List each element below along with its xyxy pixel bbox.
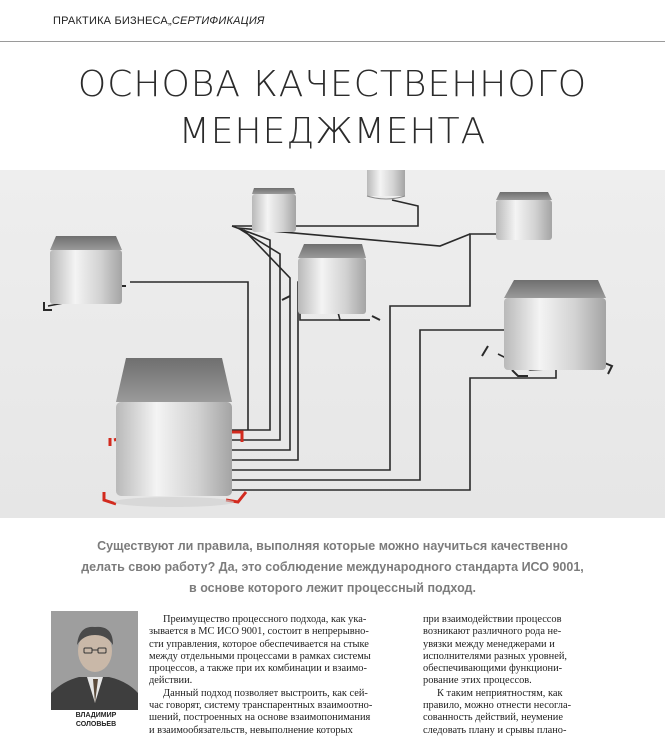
author-name: [51, 711, 141, 729]
body-line: шений, построенных на основе взаимопонимания: [149, 712, 371, 724]
subsection-name: СЕРТИФИКАЦИЯ: [171, 15, 265, 27]
title-line-2: МЕНЕДЖМЕНТА: [178, 111, 487, 152]
metal-cube-center: [298, 244, 366, 314]
body-line: зывается в МС ИСО 9001, состоит в непрерывно-: [149, 626, 369, 638]
body-line: К таким неприятностям, как: [437, 687, 563, 699]
hero-illustration: [0, 170, 665, 518]
body-line: следовать плану и срывы плано-: [423, 724, 567, 736]
body-line: между отдельными процессами в рамках системы: [149, 650, 371, 662]
body-line: увязки между менеджерами и: [423, 638, 555, 650]
body-line: при взаимодействии процессов: [423, 614, 562, 625]
lead-line-2: делать свою работу? Да, это соблюдение международного стандарта ИСО 9001,: [81, 560, 584, 574]
lead-line-3: в основе которого лежит процессный подход.: [189, 581, 476, 595]
body-line: Данный подход позволяет выстроить, как сей-: [163, 687, 368, 699]
lead-line-1: Существуют ли правила, выполняя которые можно научиться качественно: [97, 539, 568, 553]
metal-cube-foreground: [114, 358, 234, 507]
page-header: [0, 0, 665, 42]
metal-cube-left: [50, 236, 122, 304]
body-line: обеспечивающими функциони-: [423, 663, 563, 675]
body-line: процессов, а также при их комбинации и взаимо-: [149, 663, 367, 675]
metal-cube-right: [504, 280, 606, 370]
body-column-1: [149, 614, 404, 737]
body-line: возникают различного рода не-: [423, 626, 562, 638]
author-first-name: ВЛАДИМИР: [75, 712, 117, 719]
author-last-name: СОЛОВЬЕВ: [75, 721, 117, 728]
author-photo: [51, 611, 138, 710]
body-line: и взаимообязательств, невыполнение которых: [149, 724, 353, 736]
metal-cube-top-right: [496, 192, 552, 240]
body-line: исполнителями разных уровней,: [423, 650, 568, 662]
lead-paragraph: [60, 536, 605, 599]
section-separator: „: [167, 15, 172, 27]
body-line: Преимущество процессного подхода, как ука-: [163, 614, 367, 625]
body-line: действии.: [149, 675, 193, 687]
metal-cube-small-top: [367, 170, 405, 199]
body-column-2: [423, 614, 623, 737]
section-label: [53, 15, 265, 27]
body-line: правило, можно отнести несогла-: [423, 700, 572, 712]
body-line: сованность действий, неумение: [423, 712, 563, 724]
body-line: час говорят, систему транспарентных взаимоотно-: [149, 700, 373, 712]
body-line: рование этих процессов.: [423, 675, 532, 687]
title-line-1: ОСНОВА КАЧЕСТВЕННОГО: [77, 64, 588, 105]
body-line: сти управления, которое обеспечивается на стыке: [149, 638, 369, 650]
section-name: ПРАКТИКА БИЗНЕСА: [53, 15, 168, 27]
metal-cube-top-left: [252, 188, 296, 232]
